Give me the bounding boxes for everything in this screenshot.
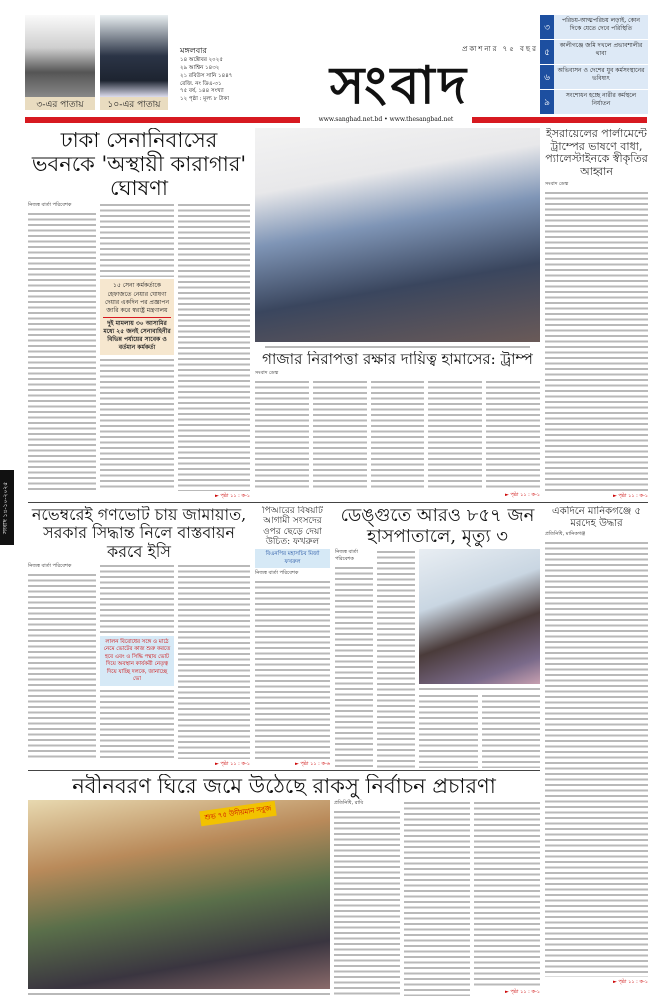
gaza-story — [255, 351, 540, 499]
referendum-body — [100, 563, 174, 634]
site-urls[interactable]: www.sanghad.net.bd • www.thesangbad.net — [318, 116, 454, 123]
red-rule-right — [472, 117, 647, 123]
manikganj-headline[interactable]: একদিনে মানিকগঞ্জে ৫ মরদেহ উদ্ধার — [552, 506, 641, 529]
index-page-number: ৯ — [540, 90, 554, 114]
index-item[interactable] — [540, 65, 648, 89]
raksu-banner: শুভ ৭৫ উদীয়মান সবুজ — [199, 801, 276, 827]
referendum-body — [28, 572, 96, 759]
gaza-byline: সংবাদ ডেস্ক — [255, 370, 279, 377]
pr-body — [255, 579, 330, 759]
manikganj-byline: প্রতিনিধি, মানিকগঞ্জ — [545, 531, 586, 537]
raksu-byline: প্রতিনিধি, রাবি — [334, 800, 364, 807]
teaser-caption-right[interactable]: ১০-এর পাতায় — [100, 97, 168, 110]
index-page-number: ৬ — [540, 65, 554, 89]
dengue-photo[interactable] — [419, 549, 540, 684]
raksu-photo[interactable] — [28, 800, 330, 989]
logo[interactable]: সংবাদ — [329, 55, 471, 116]
teaser-caption-left[interactable]: ৩-এর পাতায় — [25, 97, 95, 110]
gaza-jump[interactable]: ► পৃষ্ঠা ১১ : ক-১ — [504, 492, 540, 498]
raksu-body — [404, 800, 470, 996]
date-bengali: ২৯ আশ্বিন ১৪৩২ — [180, 64, 220, 71]
gaza-body — [428, 379, 482, 490]
israel-body — [545, 190, 648, 491]
manikganj-story — [545, 506, 648, 986]
referendum-jump[interactable]: ► পৃষ্ঠা ১১ : ক-১ — [214, 761, 250, 767]
date-gregorian: ১৪ অক্টোবর ২০২৫ — [180, 56, 223, 63]
teaser-photo-left[interactable] — [25, 15, 95, 97]
lead-body — [178, 202, 250, 491]
index-title: সংশোধন হচ্ছে নারীর কর্মস্থলে নির্যাতন — [554, 90, 648, 114]
red-rule-left — [25, 117, 300, 123]
pr-jump[interactable]: ► পৃষ্ঠা ১১ : ক-৬ — [294, 761, 330, 767]
manikganj-body — [545, 540, 648, 977]
raksu-headline[interactable]: নবীনবরণ ঘিরে জমে উঠেছে রাকসু নির্বাচন প্রচারণা — [72, 774, 496, 798]
pullquote-text-2: দুই মামলায় ৩০ আসামির মধ্যে ২৫ জনই সেনাবাহিনীর বিভিন্ন পর্যায়ের সাবেক ও বর্তমান কর্মকর্তা — [103, 319, 171, 352]
raksu-story — [28, 774, 540, 996]
pullquote-text: ১৫ সেনা কর্মকর্তাকে হেফাজতে নেয়ার ঘোষণা দেয়ার একদিন পর প্রজ্ঞাপন জারি করে স্বরাষ্ট্র মন্ত্রণালয় — [103, 282, 171, 317]
anniversary-tag: প্রকাশনার ৭৫ বছর — [462, 45, 538, 53]
referendum-headline[interactable]: নভেম্বরেই গণভোট চায় জামায়াত, সরকার সিদ্ধান্ত নিলে বাস্তবায়ন করবে ইসি — [31, 506, 247, 561]
pr-tag: বিএনপির মহাসচিব মির্জা ফখরুল — [255, 549, 330, 567]
lead-body — [100, 202, 174, 277]
pr-headline[interactable]: পিআরের বিষয়টি আগামী সংসদের ওপর ছেড়ে দেয়া উচিত: ফখরুল — [262, 506, 323, 548]
manikganj-jump[interactable]: ► পৃষ্ঠা ১১ : ক-১ — [612, 979, 648, 985]
raksu-photo-caption — [28, 991, 330, 996]
referendum-quote: লালন বিরোধের সঙ্গে ও মাঠে নেমে ভোটের কাজ শুরু করতে হবে এবং ও সিদ্ধি পন্থায় ভোট দিয়ে অবস্থান কার্যকরী নেতৃত্ব দিয়ে যাচ্ছি দলকে, জানাচ্ছে ভো — [100, 636, 174, 687]
date-hijri: ২১ রবিউস সানি ১৪৪৭ — [180, 72, 233, 79]
lead-jump[interactable]: ► পৃষ্ঠা ১১ : ক-১ — [214, 493, 250, 499]
volume: ৭৫ বর্ষ, ১৪৪ সংখ্যা — [180, 88, 224, 95]
gaza-body — [371, 379, 425, 490]
dengue-photo-caption — [419, 686, 540, 691]
referendum-byline: নিজস্ব বার্তা পরিবেশক — [28, 563, 72, 570]
dengue-byline: নিজস্ব বার্তা পরিবেশক — [335, 549, 358, 563]
gaza-headline[interactable]: গাজার নিরাপত্তা রক্ষার দায়িত্ব হামাসের: ট্রাম্প — [262, 351, 533, 368]
dengue-body — [377, 549, 415, 768]
index-title: কালীগঞ্জে জমি দখলে প্রভাবশালীর থাবা — [554, 40, 648, 64]
teaser-photo-right[interactable] — [100, 15, 168, 97]
raksu-body — [474, 800, 540, 987]
israel-jump[interactable]: ► পৃষ্ঠা ১১ : ক-১ — [612, 493, 648, 499]
index-item[interactable] — [540, 40, 648, 64]
index-page-number: ৩ — [540, 15, 554, 39]
price: ১২ পৃষ্ঠা : মূল্য ৮ টাকা — [180, 96, 230, 103]
lead-pullquote — [100, 279, 174, 355]
gaza-body — [255, 379, 309, 490]
index-page-number: ৫ — [540, 40, 554, 64]
lead-headline[interactable]: ঢাকা সেনানিবাসের ভবনকে 'অস্থায়ী কারাগার' ঘোষণা — [31, 128, 247, 201]
lead-body — [100, 357, 174, 491]
index-item[interactable] — [540, 15, 648, 39]
raksu-body — [334, 809, 400, 996]
index-item[interactable] — [540, 90, 648, 114]
lead-byline: নিজস্ব বার্তা পরিবেশক — [28, 202, 72, 209]
index-box — [540, 15, 648, 114]
divider — [28, 770, 540, 771]
gaza-body — [486, 379, 540, 490]
referendum-body — [100, 688, 174, 759]
dengue-body — [482, 693, 541, 768]
referendum-story — [28, 506, 250, 768]
index-title: অভিবাসন ও দেশের যুব কর্মসংস্থানের ভবিষ্যৎ — [554, 65, 648, 89]
registration: রেজি. নং ডিএ-৩১ — [180, 80, 222, 87]
lead-body — [28, 211, 96, 491]
raksu-jump[interactable]: ► পৃষ্ঠা ১১ : ক-১ — [504, 989, 540, 995]
side-stamp: সংবাদ ১৪-১০-২০২৫ — [0, 470, 14, 545]
israel-byline: সংবাদ ডেস্ক — [545, 180, 569, 187]
dengue-headline[interactable]: ডেঙ্গুতে আরও ৮৫৭ জন হাসপাতালে, মৃত্যু ৩ — [340, 506, 535, 547]
pr-story — [255, 506, 330, 768]
index-title: পরিচয়-আত্মপরিচয় লড়াই, কোন দিকে যেতে দেবে পরিস্থিতি — [554, 15, 648, 39]
dengue-story — [335, 506, 540, 768]
israel-headline[interactable]: ইসরায়েলের পার্লামেন্টে ট্রাম্পের ভাষণে বাধা, প্যালেস্টাইনকে স্বীকৃতির আহ্বান — [545, 128, 648, 178]
referendum-body — [178, 563, 250, 759]
gaza-body — [313, 379, 367, 490]
israel-story — [545, 128, 648, 500]
weekday: মঙ্গলবার — [180, 46, 207, 55]
lead-story — [28, 128, 250, 500]
pr-byline: নিজস্ব বার্তা পরিবেশক — [255, 569, 299, 576]
date-block — [180, 45, 260, 104]
dengue-body — [419, 693, 478, 768]
main-photo-train[interactable] — [255, 128, 540, 342]
dengue-body — [335, 565, 373, 768]
divider — [28, 502, 648, 503]
photo-caption — [265, 344, 530, 349]
